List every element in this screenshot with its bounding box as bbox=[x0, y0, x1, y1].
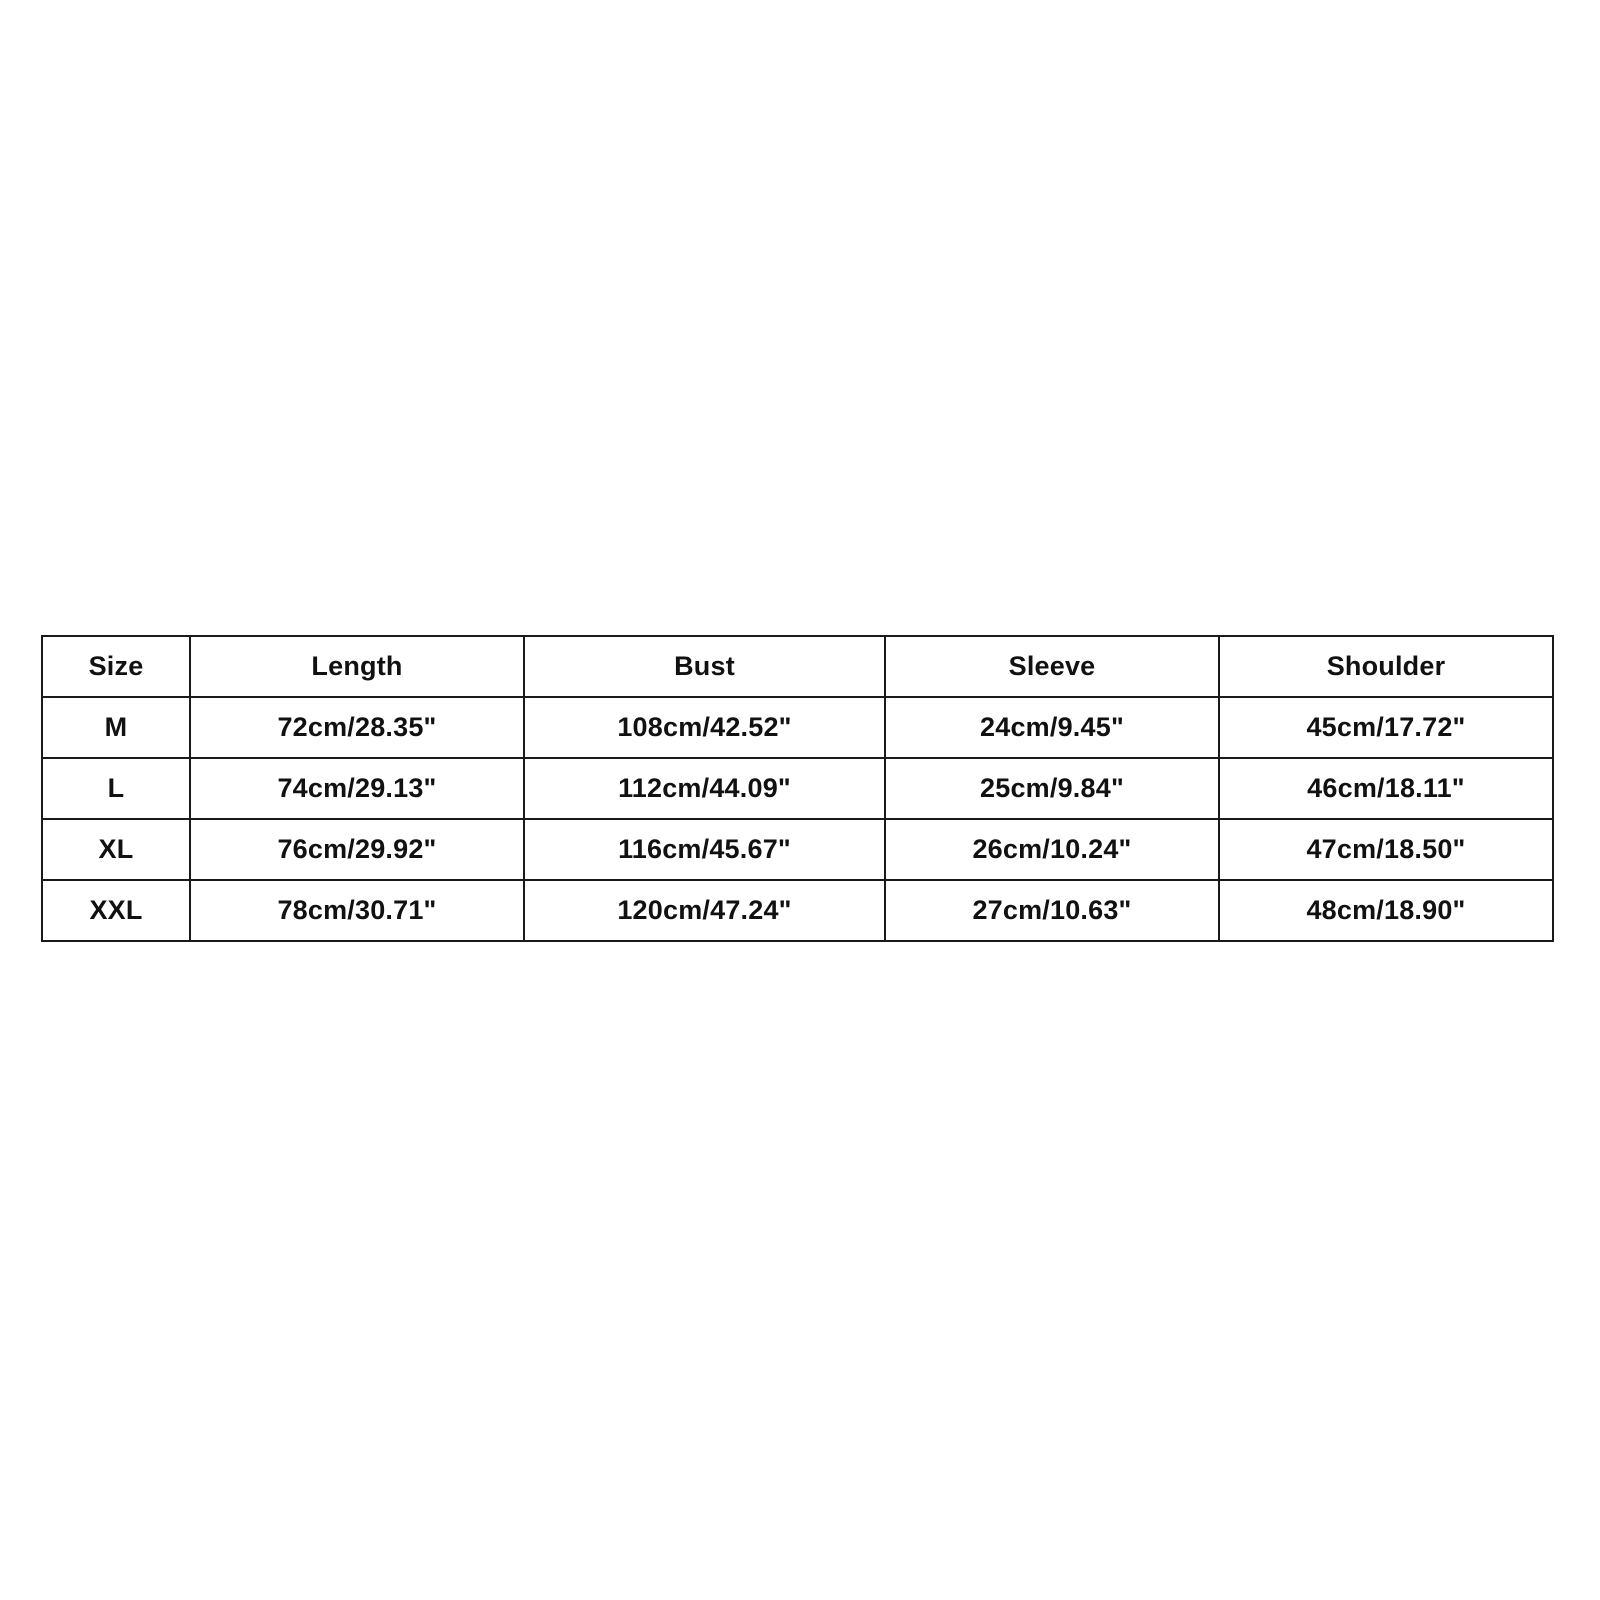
cell-size: M bbox=[42, 697, 190, 758]
cell-size: L bbox=[42, 758, 190, 819]
cell-shoulder: 48cm/18.90" bbox=[1219, 880, 1553, 941]
cell-sleeve: 25cm/9.84" bbox=[885, 758, 1219, 819]
header-size: Size bbox=[42, 636, 190, 697]
cell-length: 76cm/29.92" bbox=[190, 819, 524, 880]
header-sleeve: Sleeve bbox=[885, 636, 1219, 697]
cell-bust: 112cm/44.09" bbox=[524, 758, 885, 819]
cell-length: 78cm/30.71" bbox=[190, 880, 524, 941]
cell-length: 72cm/28.35" bbox=[190, 697, 524, 758]
table-row bbox=[42, 880, 1553, 941]
cell-shoulder: 47cm/18.50" bbox=[1219, 819, 1553, 880]
table-row bbox=[42, 758, 1553, 819]
table-row bbox=[42, 819, 1553, 880]
table-header-row bbox=[42, 636, 1553, 697]
cell-bust: 108cm/42.52" bbox=[524, 697, 885, 758]
header-shoulder: Shoulder bbox=[1219, 636, 1553, 697]
cell-length: 74cm/29.13" bbox=[190, 758, 524, 819]
cell-bust: 116cm/45.67" bbox=[524, 819, 885, 880]
cell-shoulder: 46cm/18.11" bbox=[1219, 758, 1553, 819]
cell-bust: 120cm/47.24" bbox=[524, 880, 885, 941]
header-bust: Bust bbox=[524, 636, 885, 697]
cell-sleeve: 24cm/9.45" bbox=[885, 697, 1219, 758]
table-row bbox=[42, 697, 1553, 758]
cell-sleeve: 26cm/10.24" bbox=[885, 819, 1219, 880]
cell-size: XL bbox=[42, 819, 190, 880]
cell-size: XXL bbox=[42, 880, 190, 941]
cell-sleeve: 27cm/10.63" bbox=[885, 880, 1219, 941]
header-length: Length bbox=[190, 636, 524, 697]
cell-shoulder: 45cm/17.72" bbox=[1219, 697, 1553, 758]
size-chart-table bbox=[41, 635, 1554, 942]
